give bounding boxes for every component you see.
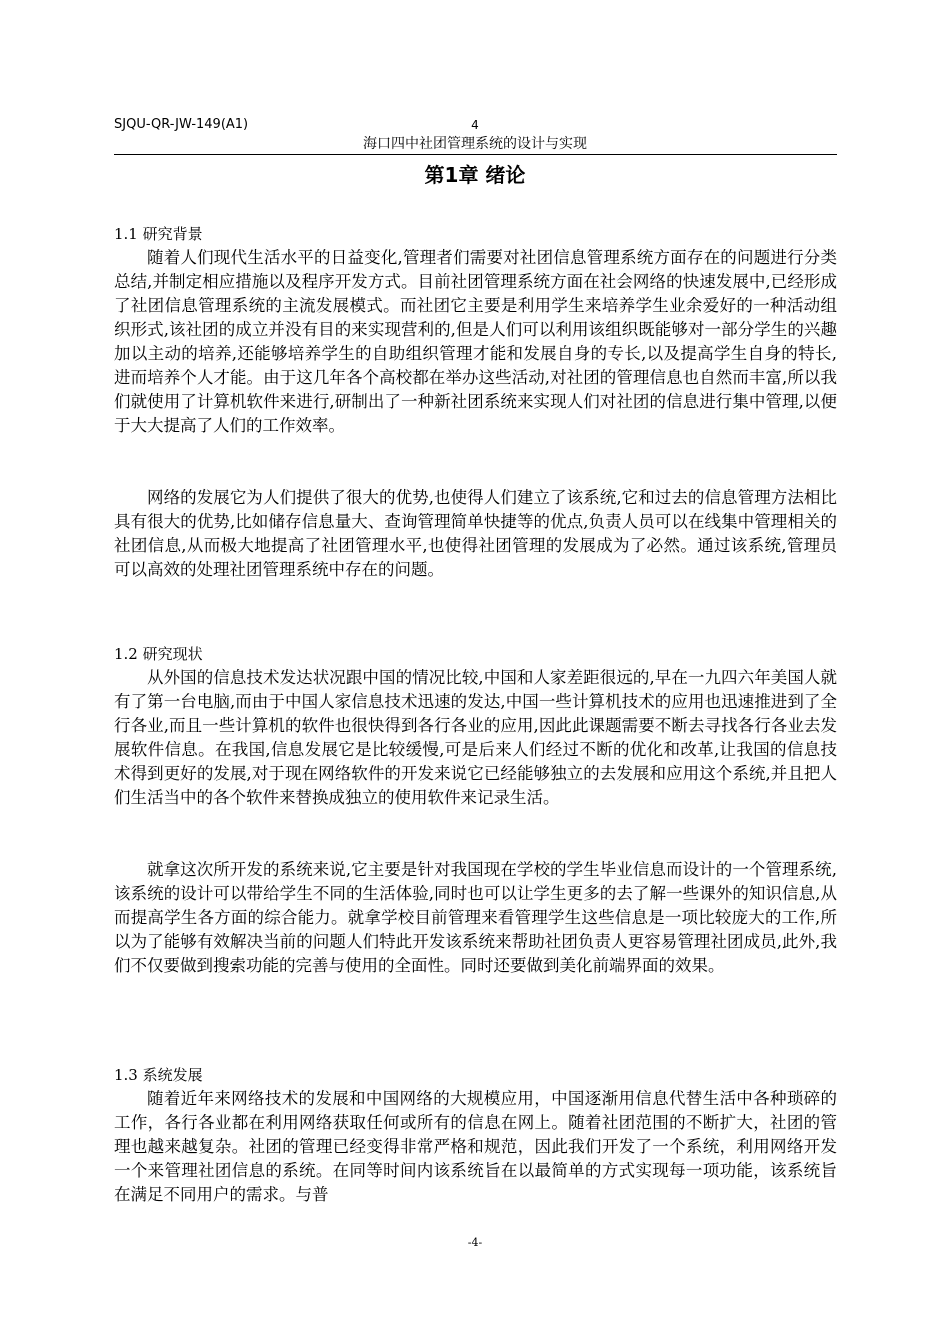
header-divider <box>114 154 837 155</box>
document-code: SJQU-QR-JW-149(A1) <box>114 117 249 132</box>
paragraph: 随着近年来网络技术的发展和中国网络的大规模应用，中国逐渐用信息代替生活中各种琐碎的工作，各行各业都在利用网络获取任何或所有的信息在网上。随着社团范围的不断扩大，社团的管理也越来越复杂。社团的管理已经变得非常严格和规范，因此我们开发了一个系统，利用网络开发一个来管理社团信息的系统。在同等时间内该系统旨在以最简单的方式实现每一项功能，该系统旨在满足不同用户的需求。与普 <box>114 1089 837 1204</box>
section-heading-1-2: 1.2 研究现状 <box>114 645 203 663</box>
paragraph: 就拿这次所开发的系统来说,它主要是针对我国现在学校的学生毕业信息而设计的一个管理系统,该系统的设计可以带给学生不同的生活体验,同时也可以让学生更多的去了解一些课外的知识信息,从而提高学生各方面的综合能力。就拿学校目前管理来看管理学生这些信息是一项比较庞大的工作,所以为了能够有效解决当前的问题人们特此开发该系统来帮助社团负责人更容易管理社团成员,此外,我们不仅要做到搜索功能的完善与使用的全面性。同时还要做到美化前端界面的效果。 <box>114 860 837 975</box>
section-heading-1-3: 1.3 系统发展 <box>114 1066 203 1084</box>
paragraph: 从外国的信息技术发达状况跟中国的情况比较,中国和人家差距很远的,早在一九四六年美国人就有了第一台电脑,而由于中国人家信息技术迅速的发达,中国一些计算机技术的应用也迅速推进到了全行各业,而且一些计算机的软件也很快得到各行各业的应用,因此此课题需要不断去寻找各行各业去发展软件信息。在我国,信息发展它是比较缓慢,可是后来人们经过不断的优化和改革,让我国的信息技术得到更好的发展,对于现在网络软件的开发来说它已经能够独立的去发展和应用这个系统,并且把人们生活当中的各个软件来替换成独立的使用软件来记录生活。 <box>114 668 837 807</box>
paragraph: 随着人们现代生活水平的日益变化,管理者们需要对社团信息管理系统方面存在的问题进行分类总结,并制定相应措施以及程序开发方式。目前社团管理系统方面在社会网络的快速发展中,已经形成了社团信息管理系统的主流发展模式。而社团它主要是利用学生来培养学生业余爱好的一种活动组织形式,该社团的成立并没有目的来实现营利的,但是人们可以利用该组织既能够对一部分学生的兴趣加以主动的培养,还能够培养学生的自助组织管理才能和发展自身的专长,以及提高学生自身的特长,进而培养个人才能。由于这几年各个高校都在举办这些活动,对社团的管理信息也自然而丰富,所以我们就使用了计算机软件来进行,研制出了一种新社团系统来实现人们对社团的信息进行集中管理,以便于大大提高了人们的工作效率。 <box>114 248 837 435</box>
header-title: 海口四中社团管理系统的设计与实现 <box>363 136 587 152</box>
paragraph: 网络的发展它为人们提供了很大的优势,也使得人们建立了该系统,它和过去的信息管理方法相比具有很大的优势,比如储存信息量大、查询管理简单快捷等的优点,负责人员可以在线集中管理相关的社团信息,从而极大地提高了社团管理水平,也使得社团管理的发展成为了必然。通过该系统,管理员可以高效的处理社团管理系统中存在的问题。 <box>114 488 837 579</box>
section-heading-1-1: 1.1 研究背景 <box>114 225 203 243</box>
footer-page-number: -4- <box>467 1236 483 1249</box>
header-page-number: 4 <box>471 118 479 132</box>
chapter-title: 第1章 绪论 <box>424 163 526 187</box>
